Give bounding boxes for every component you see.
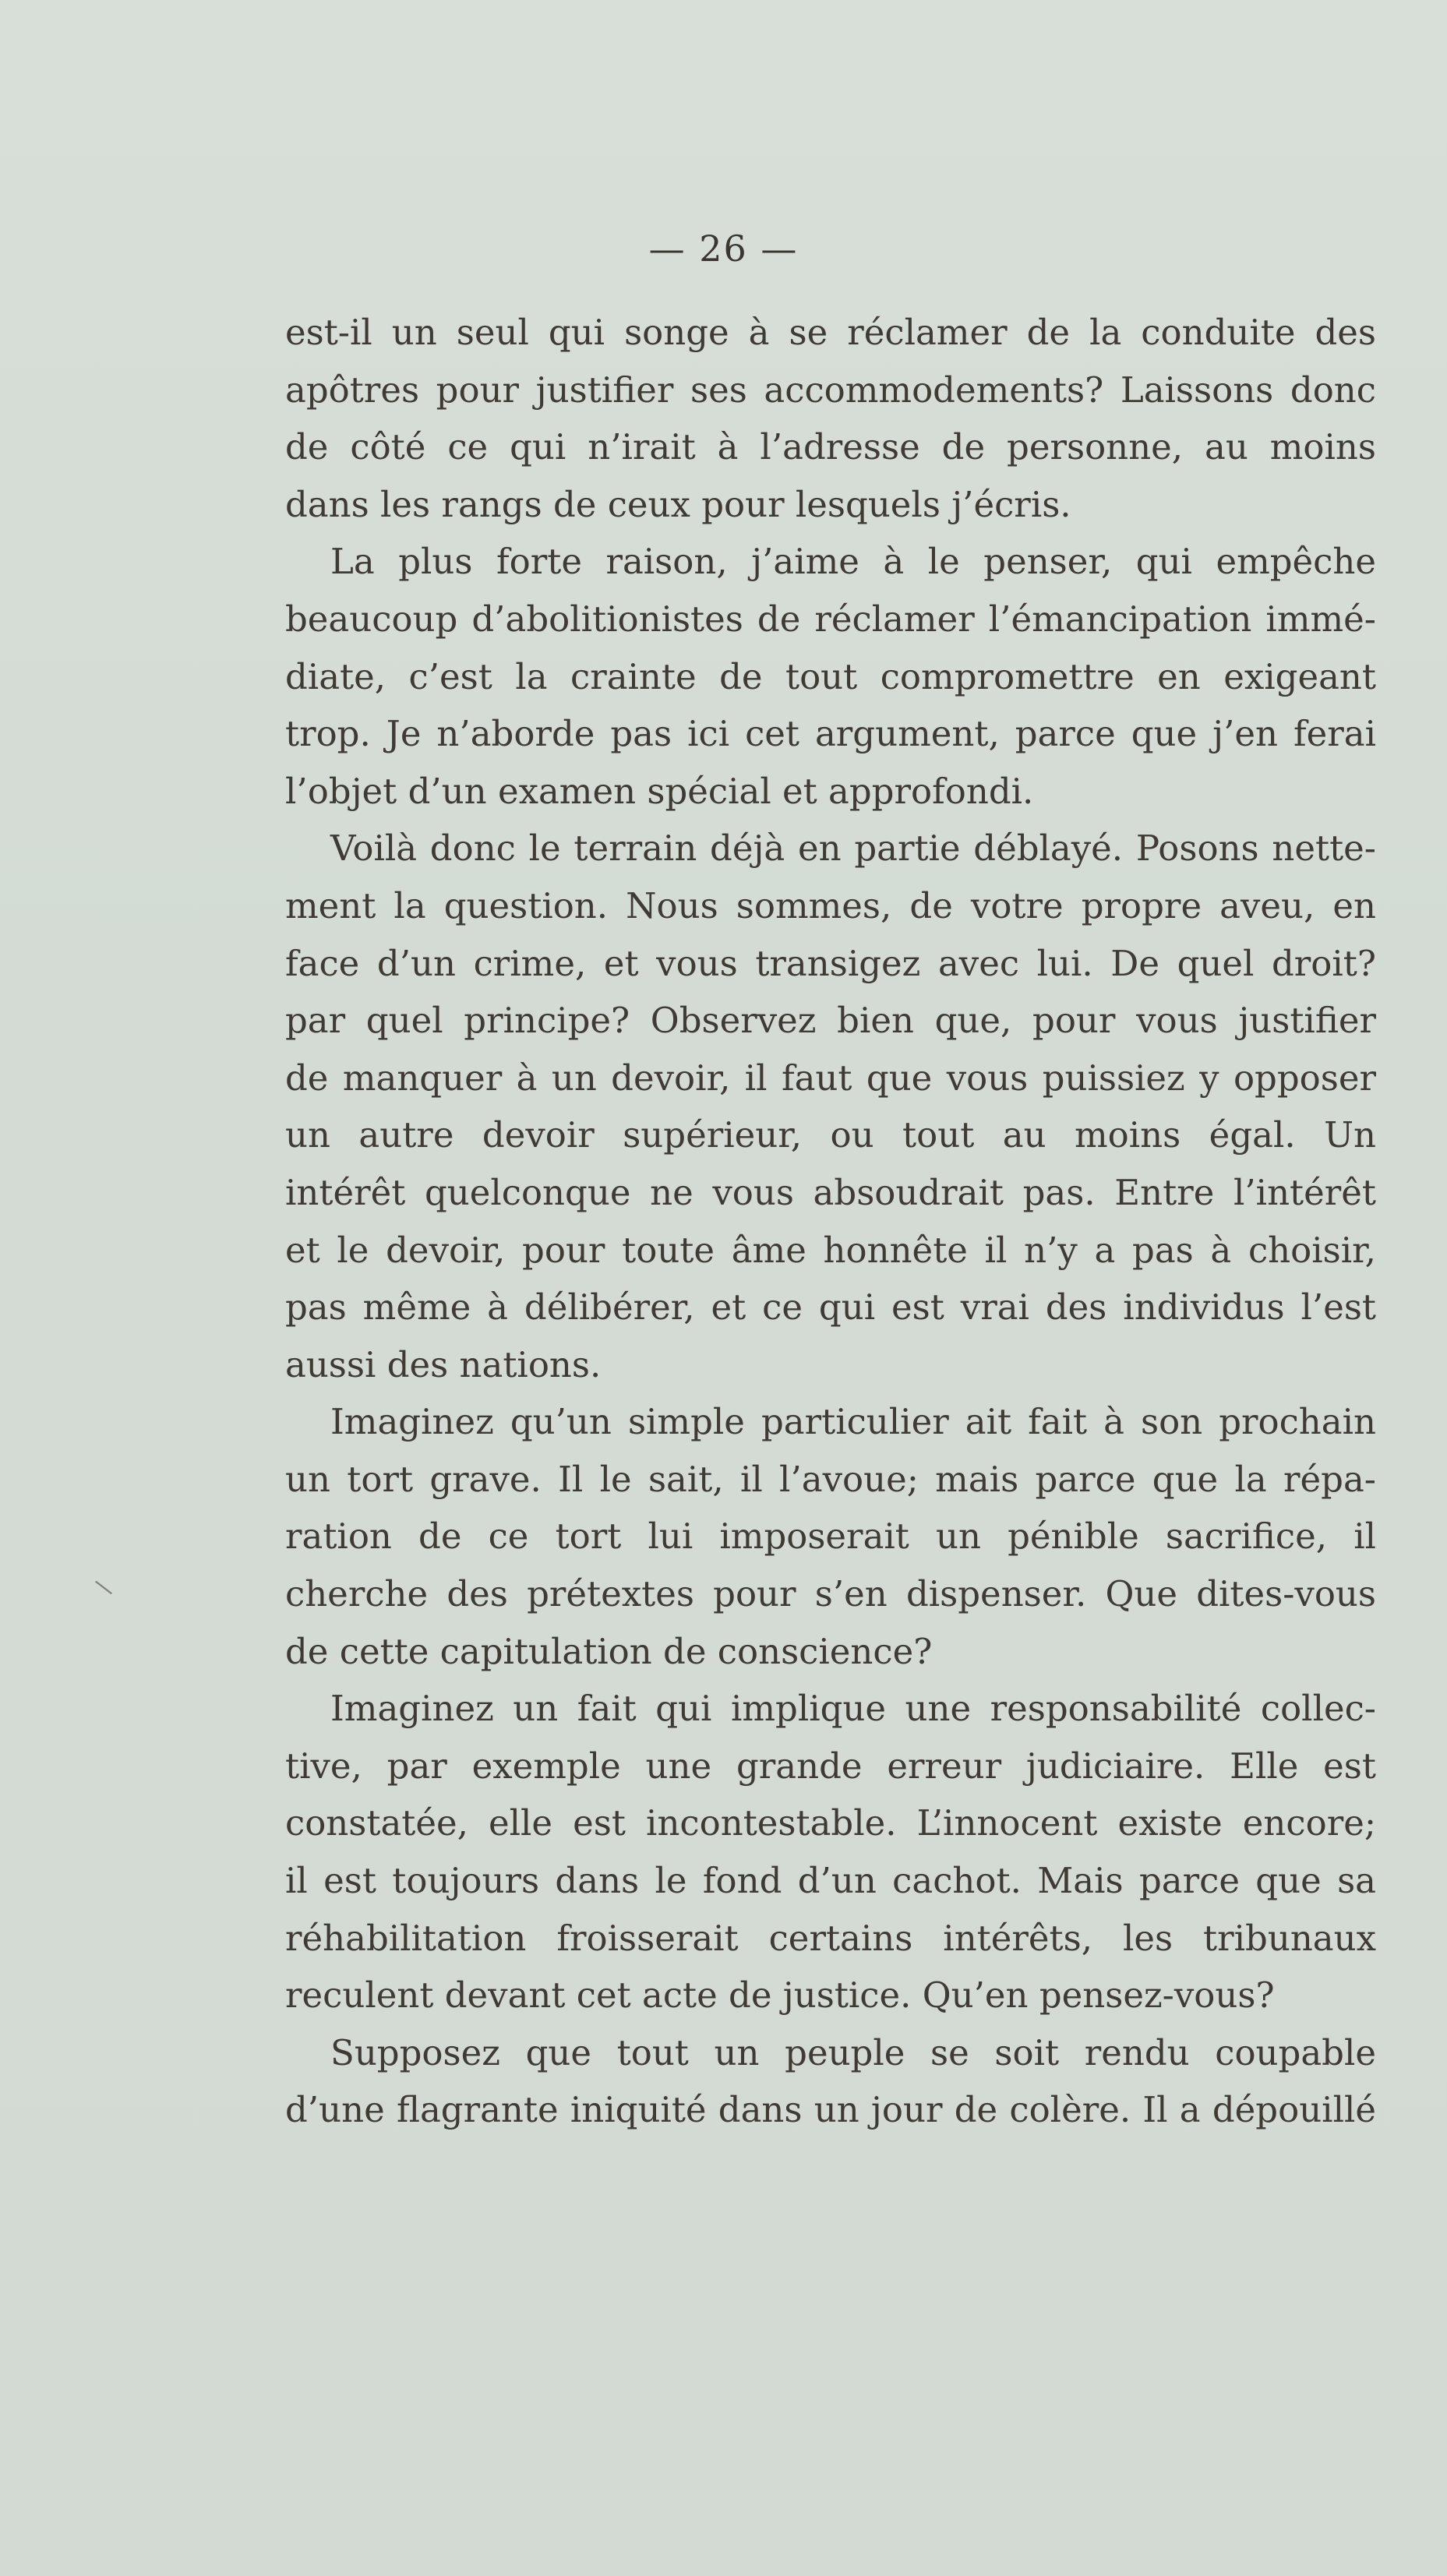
text-line: par quel principe? Observez bien que, pour vous justifier (285, 1000, 1376, 1042)
text-line: l’objet d’un examen spécial et approfondi. (285, 770, 1034, 812)
text-line: Supposez que tout un peuple se soit rendu coupable (330, 2031, 1376, 2073)
stray-ink-mark: \ (92, 1574, 115, 1601)
body-text (285, 304, 1376, 2139)
text-line: d’une flagrante iniquité dans un jour de colère. Il a dépouillé (285, 2089, 1376, 2131)
text-line: réhabilitation froisserait certains intérêts, les tribunaux (285, 1917, 1376, 1959)
text-line: dans les rangs de ceux pour lesquels j’écris. (285, 483, 1071, 525)
text-line: constatée, elle est incontestable. L’innocent existe encore; (285, 1802, 1376, 1844)
text-line: il est toujours dans le fond d’un cachot. Mais parce que sa (285, 1860, 1376, 1902)
text-line: trop. Je n’aborde pas ici cet argument, parce que j’en ferai (285, 713, 1376, 755)
page-number: — 26 — (648, 228, 799, 270)
text-line: reculent devant cet acte de justice. Qu’en pensez-vous? (285, 1974, 1275, 2017)
text-line: est-il un seul qui songe à se réclamer de la conduite des (285, 312, 1376, 353)
text-line: La plus forte raison, j’aime à le penser, qui empêche (330, 541, 1376, 583)
text-line: de manquer à un devoir, il faut que vous puissiez y opposer (285, 1057, 1376, 1099)
text-line: Imaginez un fait qui implique une responsabilité collec- (330, 1688, 1376, 1730)
text-line: un autre devoir supérieur, ou tout au moins égal. Un (285, 1114, 1376, 1156)
text-line: intérêt quelconque ne vous absoudrait pas. Entre l’intérêt (285, 1171, 1376, 1213)
text-line: cherche des prétextes pour s’en dispenser. Que dites-vous (285, 1573, 1376, 1615)
text-line: pas même à délibérer, et ce qui est vrai des individus l’est (285, 1286, 1376, 1329)
text-line: Voilà donc le terrain déjà en partie déblayé. Posons nette- (330, 827, 1376, 870)
text-line: diate, c’est la crainte de tout compromettre en exigeant (285, 655, 1376, 697)
text-line: aussi des nations. (285, 1343, 602, 1385)
text-line: apôtres pour justifier ses accommodements? Laissons donc (285, 369, 1376, 411)
text-line: et le devoir, pour toute âme honnête il n’y a pas à choisir, (285, 1229, 1376, 1271)
text-line: un tort grave. Il le sait, il l’avoue; mais parce que la répa- (285, 1458, 1376, 1500)
text-line: tive, par exemple une grande erreur judiciaire. Elle est (285, 1745, 1376, 1787)
text-line: face d’un crime, et vous transigez avec lui. De quel droit? (285, 942, 1376, 984)
text-line: ment la question. Nous sommes, de votre propre aveu, en (285, 884, 1376, 926)
text-line: de côté ce qui n’irait à l’adresse de personne, au moins (285, 426, 1376, 468)
text-line: Imaginez qu’un simple particulier ait fait à son prochain (330, 1401, 1376, 1443)
text-line: ration de ce tort lui imposerait un pénible sacrifice, il (285, 1516, 1376, 1558)
text-line: de cette capitulation de conscience? (285, 1630, 933, 1672)
text-line: beaucoup d’abolitionistes de réclamer l’émancipation immé- (285, 598, 1376, 640)
